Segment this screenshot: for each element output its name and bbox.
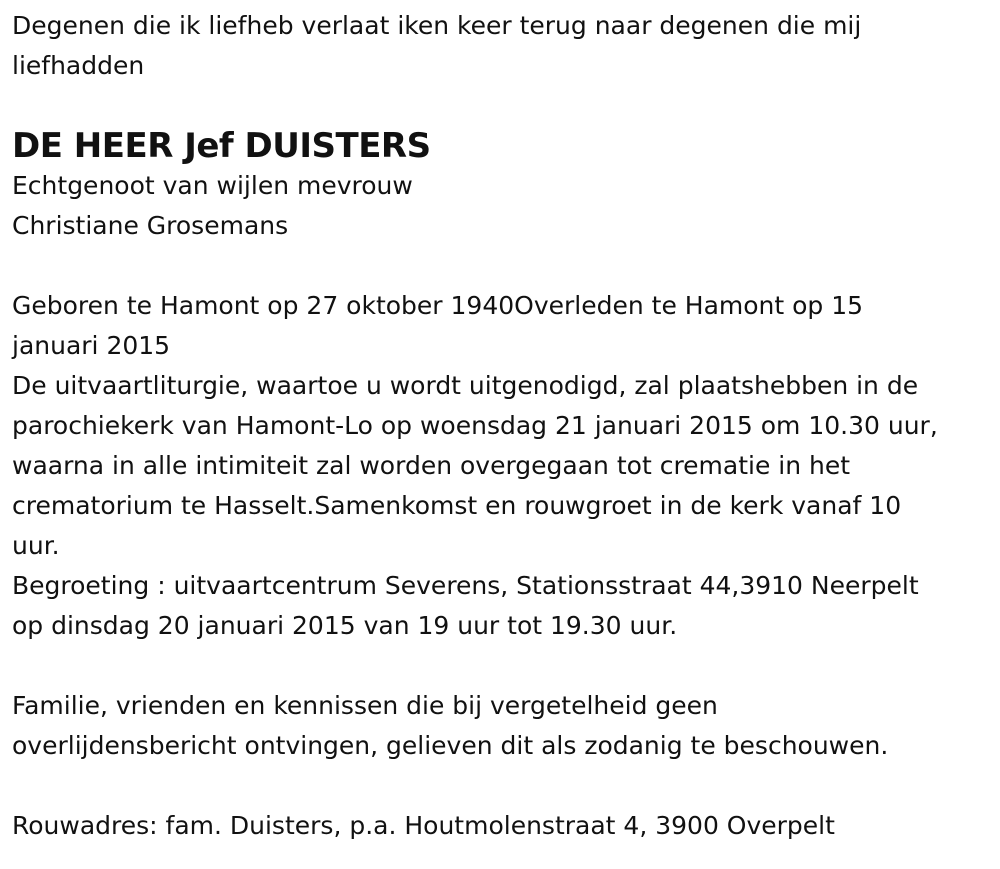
funeral-block <box>12 366 988 566</box>
deceased-name: DE HEER Jef DUISTERS <box>12 126 431 166</box>
funeral-line-3: waarna in alle intimiteit zal worden overgegaan tot crematie in het <box>12 451 851 480</box>
spacer <box>12 246 988 286</box>
funeral-line-2: parochiekerk van Hamont-Lo op woensdag 21 januari 2015 om 10.30 uur, <box>12 411 938 440</box>
dates-block <box>12 286 988 366</box>
notice-block <box>12 686 988 766</box>
funeral-line-1: De uitvaartliturgie, waartoe u wordt uitgenodigd, zal plaatshebben in de <box>12 371 919 400</box>
viewing-line-1: Begroeting : uitvaartcentrum Severens, Stationsstraat 44,3910 Neerpelt <box>12 571 919 600</box>
notice-line-2: overlijdensbericht ontvingen, gelieven dit als zodanig te beschouwen. <box>12 731 889 760</box>
relation-line-2: Christiane Grosemans <box>12 211 289 240</box>
viewing-line-2: op dinsdag 20 januari 2015 van 19 uur tot 19.30 uur. <box>12 611 678 640</box>
relation <box>12 166 988 246</box>
funeral-line-4: crematorium te Hasselt.Samenkomst en rouwgroet in de kerk vanaf 10 <box>12 491 902 520</box>
dates-line-2: januari 2015 <box>12 331 171 360</box>
relation-line-1: Echtgenoot van wijlen mevrouw <box>12 171 413 200</box>
motto <box>12 6 988 86</box>
spacer <box>12 766 988 806</box>
funeral-line-5: uur. <box>12 531 60 560</box>
address-block <box>12 806 988 846</box>
motto-line-2: liefhadden <box>12 51 145 80</box>
motto-line-1: Degenen die ik liefheb verlaat iken keer terug naar degenen die mij <box>12 11 862 40</box>
dates-line-1: Geboren te Hamont op 27 oktober 1940Overleden te Hamont op 15 <box>12 291 864 320</box>
notice-line-1: Familie, vrienden en kennissen die bij vergetelheid geen <box>12 691 718 720</box>
spacer <box>12 646 988 686</box>
viewing-block <box>12 566 988 646</box>
address-line-1: Rouwadres: fam. Duisters, p.a. Houtmolenstraat 4, 3900 Overpelt <box>12 811 835 840</box>
